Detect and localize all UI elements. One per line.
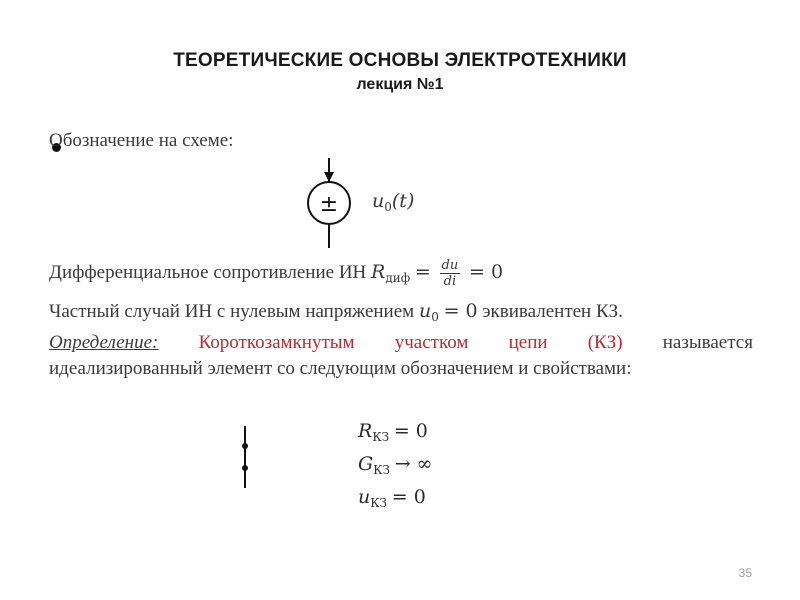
page-number: 35 <box>738 566 752 580</box>
special-eq: = 0 <box>443 300 478 322</box>
prop-rel: = 0 <box>393 420 428 442</box>
definition-line-1 <box>49 332 753 354</box>
prop-sub: КЗ <box>370 496 388 510</box>
prop-rel: → ∞ <box>394 453 433 475</box>
slide-title: ТЕОРЕТИЧЕСКИЕ ОСНОВЫ ЭЛЕКТРОТЕХНИКИ <box>173 50 627 71</box>
prop-var: G <box>358 453 374 475</box>
property-u <box>358 484 433 517</box>
special-sub: 0 <box>431 310 439 324</box>
sc-node-top <box>242 443 248 449</box>
voltage-source-icon <box>300 158 360 250</box>
fraction-numerator: du <box>441 258 459 273</box>
property-r <box>358 418 433 451</box>
diff-rhs: = 0 <box>468 260 504 283</box>
special-case-line <box>49 300 623 324</box>
designation-label: Обозначение на схеме: <box>49 130 234 151</box>
definition-red-word: (КЗ) <box>587 332 623 353</box>
sc-node-bottom <box>242 465 248 471</box>
prop-var: R <box>358 420 373 442</box>
diff-eq: = <box>414 260 431 283</box>
prop-rel: = 0 <box>391 486 426 508</box>
fraction-denominator: di <box>443 274 457 289</box>
diff-sub: диф <box>385 270 411 285</box>
source-sub: 0 <box>384 200 392 214</box>
definition-line-2: идеализированный элемент со следующим обозначением и свойствами: <box>49 358 632 379</box>
derivative-fraction <box>440 258 461 289</box>
definition-red-word: цепи <box>508 332 548 353</box>
diff-resistance-text: Дифференциальное сопротивление ИН <box>49 261 367 283</box>
prop-sub: КЗ <box>372 430 390 444</box>
source-label <box>372 190 414 214</box>
prop-sub: КЗ <box>373 463 390 477</box>
definition-term: Определение: <box>49 332 159 353</box>
special-var: u <box>418 300 432 322</box>
diff-resistance-line <box>49 258 503 289</box>
source-var: u <box>372 190 385 212</box>
prop-var: u <box>358 486 371 508</box>
definition-word-after: называется <box>662 332 753 353</box>
slide-subtitle: лекция №1 <box>356 76 444 93</box>
diff-var: R <box>371 260 386 283</box>
sc-properties <box>358 418 433 517</box>
definition-red-word: участком <box>394 332 469 353</box>
special-case-before: Частный случай ИН с нулевым напряжением <box>49 301 415 322</box>
source-arrow <box>324 172 334 182</box>
definition-red-word: Короткозамкнутым <box>198 332 355 353</box>
property-g <box>358 451 433 484</box>
source-arg: (t) <box>391 190 415 212</box>
special-case-after: эквивалентен КЗ. <box>482 301 623 322</box>
short-circuit-icon <box>236 424 256 490</box>
source-sign: ± <box>319 192 339 217</box>
